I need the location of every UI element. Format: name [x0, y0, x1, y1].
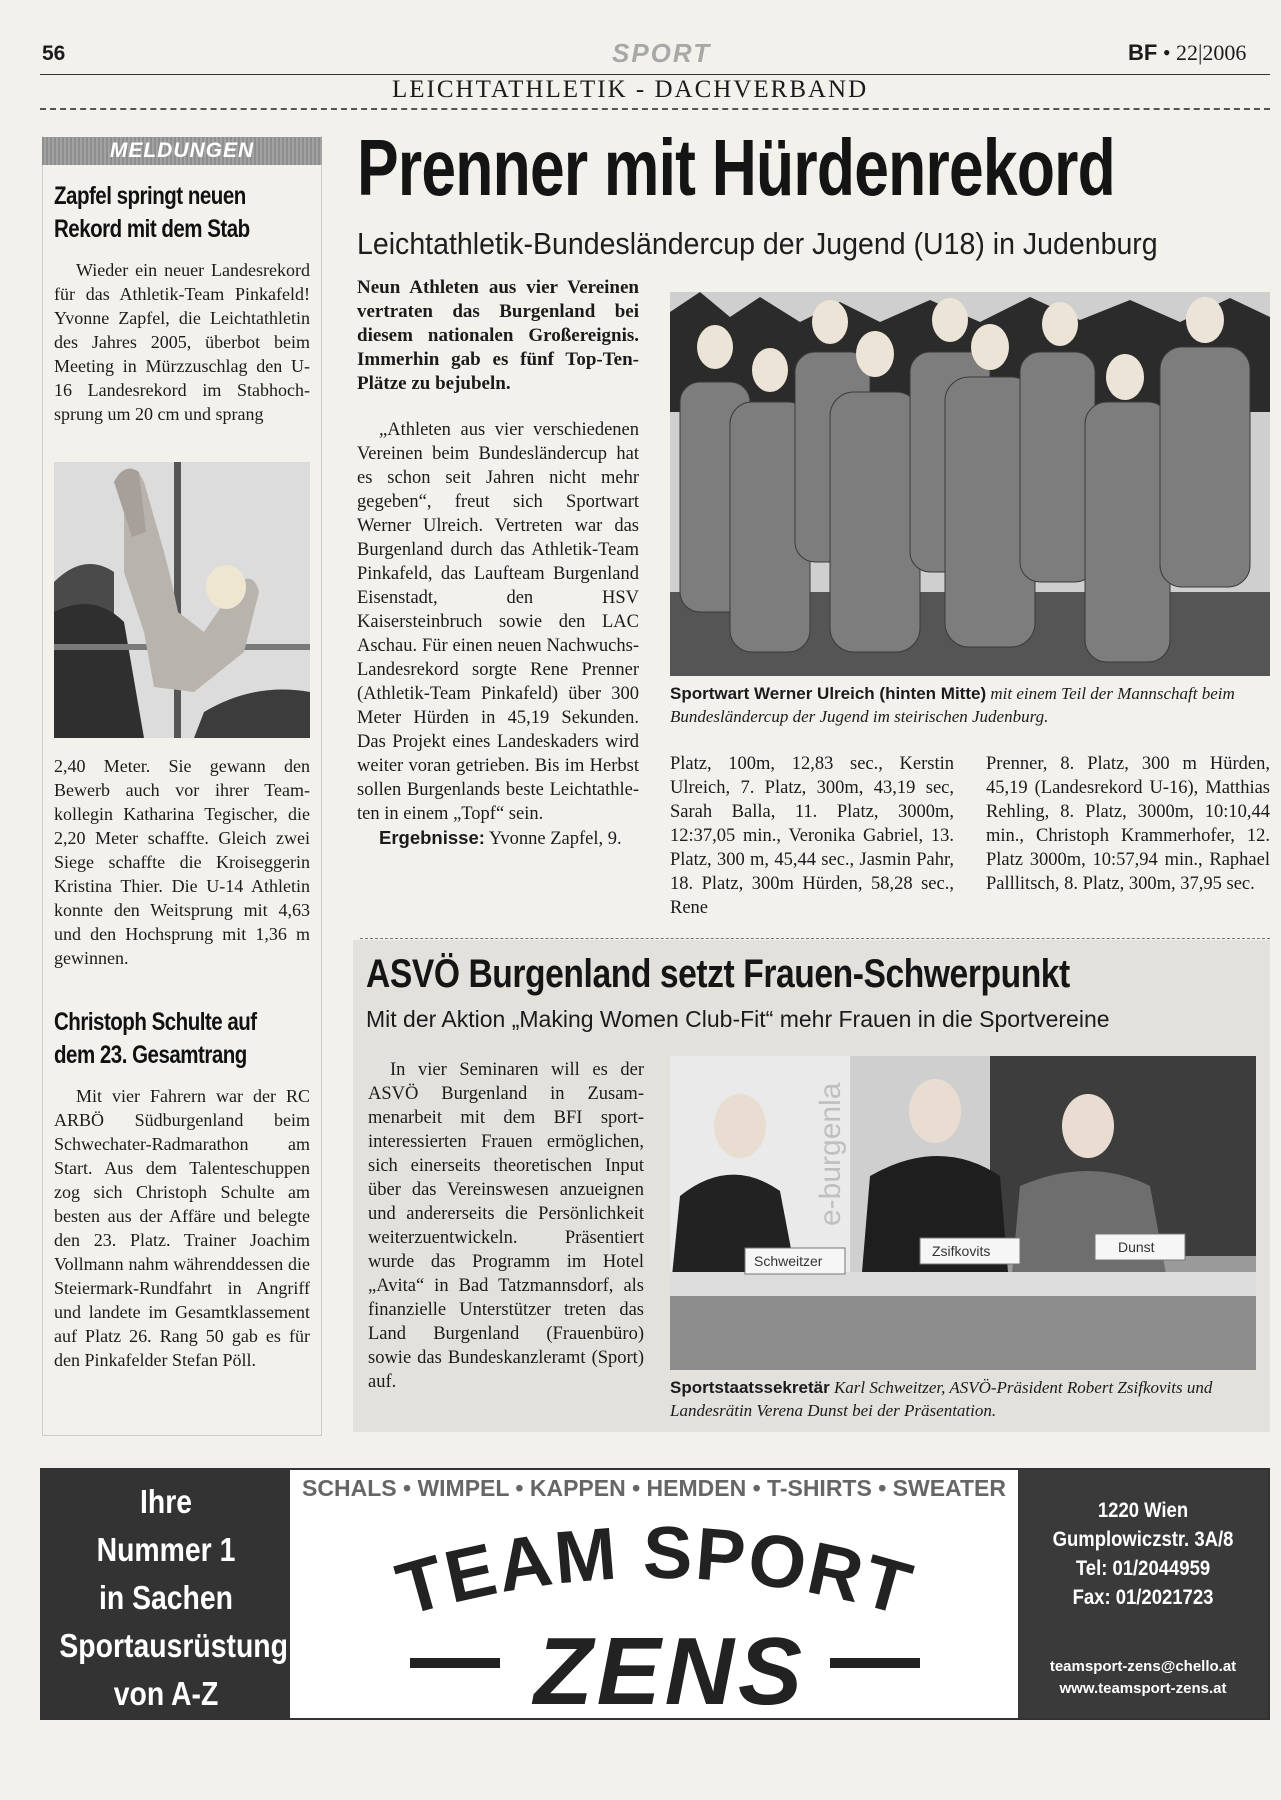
sidebar-banner: [42, 137, 322, 165]
ad-fax: Fax: 01/2021723: [1072, 1586, 1214, 1609]
results-start: Yvonne Zapfel, 9.: [488, 829, 622, 849]
pole-vault-illustration: [54, 462, 310, 738]
logo-brand-top: TEAM SPORT: [388, 1510, 922, 1632]
story1-text-after: 2,40 Meter. Sie gewann den Bewerb auch vor ihrer Teamkollegin Katharina Tegischer, die 2,20 Meter schaffte. Gleich zwei Siege schaffte die Kroiseggerin Kristina Thier. Die U-14 Athletin konnte den Weitsprung mit 4,63 und den Hochsprung mit 1,36 m gewinnen.: [54, 756, 310, 968]
results-label: Ergebnisse:: [379, 827, 485, 848]
main-lead: Neun Athleten aus vier Vereinen vertraten das Burgenland bei diesem nationalen Großereignis. Immerhin gab es fünf Top-Ten-Plätze zu bejubeln.: [357, 277, 639, 394]
sidebar-story1-headline: [54, 180, 316, 246]
story1-headline-line1: Zapfel springt neuen: [54, 182, 246, 210]
team-photo-illustration: [670, 292, 1270, 676]
asvo-photo-caption: [670, 1376, 1260, 1422]
issue-number: 22|2006: [1176, 40, 1247, 65]
ad-contact-panel: [1018, 1470, 1268, 1718]
press-conference-illustration: [670, 1056, 1256, 1370]
team-caption-italic: mit einem Teil der Mannschaft beim Bundesländercup der Jugend im steirischen Judenburg.: [670, 684, 1235, 726]
asvo-caption-bold: Sportstaatssekretär: [670, 1378, 830, 1397]
sidebar-story1-text-continued: [54, 754, 310, 970]
ad-phone: Tel: 01/2044959: [1075, 1557, 1211, 1580]
main-headline: Prenner mit Hürdenrekord: [357, 123, 1115, 212]
nameplate-2: Zsifkovits: [932, 1243, 991, 1259]
ad-products: SCHALS • WIMPEL • KAPPEN • HEMDEN • T-SHIRTS • SWEATER: [302, 1475, 1006, 1501]
sidebar-banner-label: MELDUNGEN: [109, 139, 255, 162]
teamsport-zens-logo: [350, 1508, 960, 1718]
ad-email[interactable]: teamsport-zens@chello.at: [1049, 1658, 1237, 1675]
banner-text: e-burgenla: [814, 1082, 847, 1226]
sidebar-story2-headline: [54, 1006, 316, 1072]
asvo-rule: [360, 938, 1270, 939]
ad-slogan-line2: Nummer 1: [96, 1531, 236, 1568]
story2-text: Mit vier Fahrern war der RC ARBÖ Südburgenland beim Schwechater-Radmarathon am Start. Aus dem Talenteschuppen zog sich Christoph Schulte am besten aus der Affäre und belegte den 23. Platz. Trainer Joachim Vollmann nahm währenddessen die Steiermark-Rundfahrt in Angriff und landete im Gesamtklassement auf Platz 26. Rang 50 gab es für den Pinkafelder Stefan Pöll.: [54, 1086, 310, 1370]
team-photo: [670, 292, 1270, 676]
category-title: LEICHTATHLETIK - DACHVERBAND: [392, 76, 869, 103]
results-column-2: Platz, 100m, 12,83 sec., Kerstin Ulreich, 7. Platz, 300m, 43,19 sec, Sarah Balla, 11. Platz, 3000m, 12:37,05 min., Veronika Gabriel, 13. Platz, 300 m, 45,44 sec., Jasmin Pahr, 18. Platz, 300m Hürden, 58,28 sec., Rene: [670, 754, 954, 918]
publication-name: BF: [1128, 40, 1158, 65]
ad-slogan-line4: Sportausrüstung: [59, 1627, 288, 1664]
sidebar-story2-text: [54, 1084, 310, 1372]
main-subhead: Leichtathletik-Bundesländercup der Jugend (U18) in Judenburg: [357, 226, 1158, 261]
story1-text-before: Wieder ein neuer Landesrekord für das Athletik-Team Pinkafeld! Yvonne Zapfel, die Leichtathletin des Jahres 2005, überbot beim Meeting in Mürzzuschlag den U-16 Landesrekord im Stabhochsprung um 20 cm und sprang: [54, 260, 310, 424]
main-body: [357, 418, 639, 851]
asvo-subhead: Mit der Aktion „Making Women Club-Fit“ mehr Frauen in die Sportvereine: [366, 1006, 1110, 1032]
results-column-3: Prenner, 8. Platz, 300 m Hürden, 45,19 (Landesrekord U-16), Matthias Rehling, 8. Platz, 3000m, 10:10,44 min., Christoph Krammerhofer, 12. Platz 3000m, 10:57,94 min., Raphael Palllitsch, 8. Platz, 300m, 37,95 sec.: [986, 754, 1270, 894]
press-conference-photo: [670, 1056, 1256, 1370]
issue-info: BF • 22|2006: [1128, 40, 1247, 65]
category-rule: [40, 108, 1270, 110]
story2-headline-line2: dem 23. Gesamtrang: [54, 1041, 247, 1069]
sidebar-story1-text: [54, 258, 310, 426]
header-rule: [40, 74, 1270, 75]
asvo-body: [368, 1058, 644, 1394]
ad-slogan-line3: in Sachen: [98, 1579, 234, 1616]
main-body-text: „Athleten aus vier verschiedenen Vereinen beim Bundesländercup hat es schon seit Jahren nicht mehr gegeben“, freut sich Sportwart Werner Ulreich. Vertreten war das Burgenland durch das Athletik-Team Pinkafeld, das Laufteam Burgenland Eisenstadt, den HSV Kaisersteinbruch sowie den LAC Aschau. Für einen neuen Nachwuchs-Landesrekord sorgte Rene Prenner (Athletik-Team Pinkafeld) über 300 Meter Hürden in 45,19 Sekunden. Das Projekt eines Landeskaders wird weiter voran getrieben. Bis im Herbst sollen Burgenlands beste Leichtathleten in einem „Topf“ sein.: [357, 420, 639, 824]
ad-slogan-line1: Ihre: [139, 1483, 193, 1520]
team-caption-bold: Sportwart Werner Ulreich (hinten Mitte): [670, 684, 987, 703]
page-number: 56: [42, 42, 66, 65]
nameplate-3: Dunst: [1118, 1239, 1155, 1255]
logo-brand-bottom: ZENS: [533, 1618, 807, 1718]
ad-slogan-panel: [42, 1470, 290, 1718]
pole-vault-photo: [54, 462, 310, 738]
asvo-caption-italic: Karl Schweitzer, ASVÖ-Präsident Robert Zsifkovits und Landesrätin Verena Dunst bei der Präsentation.: [670, 1378, 1213, 1420]
section-title: SPORT: [612, 38, 712, 68]
team-photo-caption: [670, 682, 1270, 728]
ad-address-line2: Gumplowiczstr. 3A/8: [1052, 1528, 1234, 1551]
ad-address-line1: 1220 Wien: [1097, 1499, 1189, 1522]
story1-headline-line2: Rekord mit dem Stab: [54, 215, 250, 243]
asvo-headline: ASVÖ Burgenland setzt Frauen-Schwerpunkt: [366, 952, 1070, 996]
ad-website[interactable]: www.teamsport-zens.at: [1059, 1680, 1227, 1697]
ad-slogan-line5: von A-Z: [113, 1675, 219, 1712]
story2-headline-line1: Christoph Schulte auf: [54, 1008, 257, 1036]
asvo-body-text: In vier Seminaren will es der ASVÖ Burgenland in Zusammenarbeit mit dem BFI sportinteressierten Frauen ermöglichen, sich einerseits theoretischen Input über das Vereinswesen anzueignen und andererseits die Persönlichkeit weiterzuentwickeln. Präsentiert wurde das Programm im Hotel „Avita“ in Bad Tatzmannsdorf, als finanzielle Unterstützer treten das Land Burgenland (Frauenbüro) sowie das Bundeskanzleramt (Sport) auf.: [368, 1060, 644, 1392]
nameplate-1: Schweitzer: [754, 1253, 823, 1269]
